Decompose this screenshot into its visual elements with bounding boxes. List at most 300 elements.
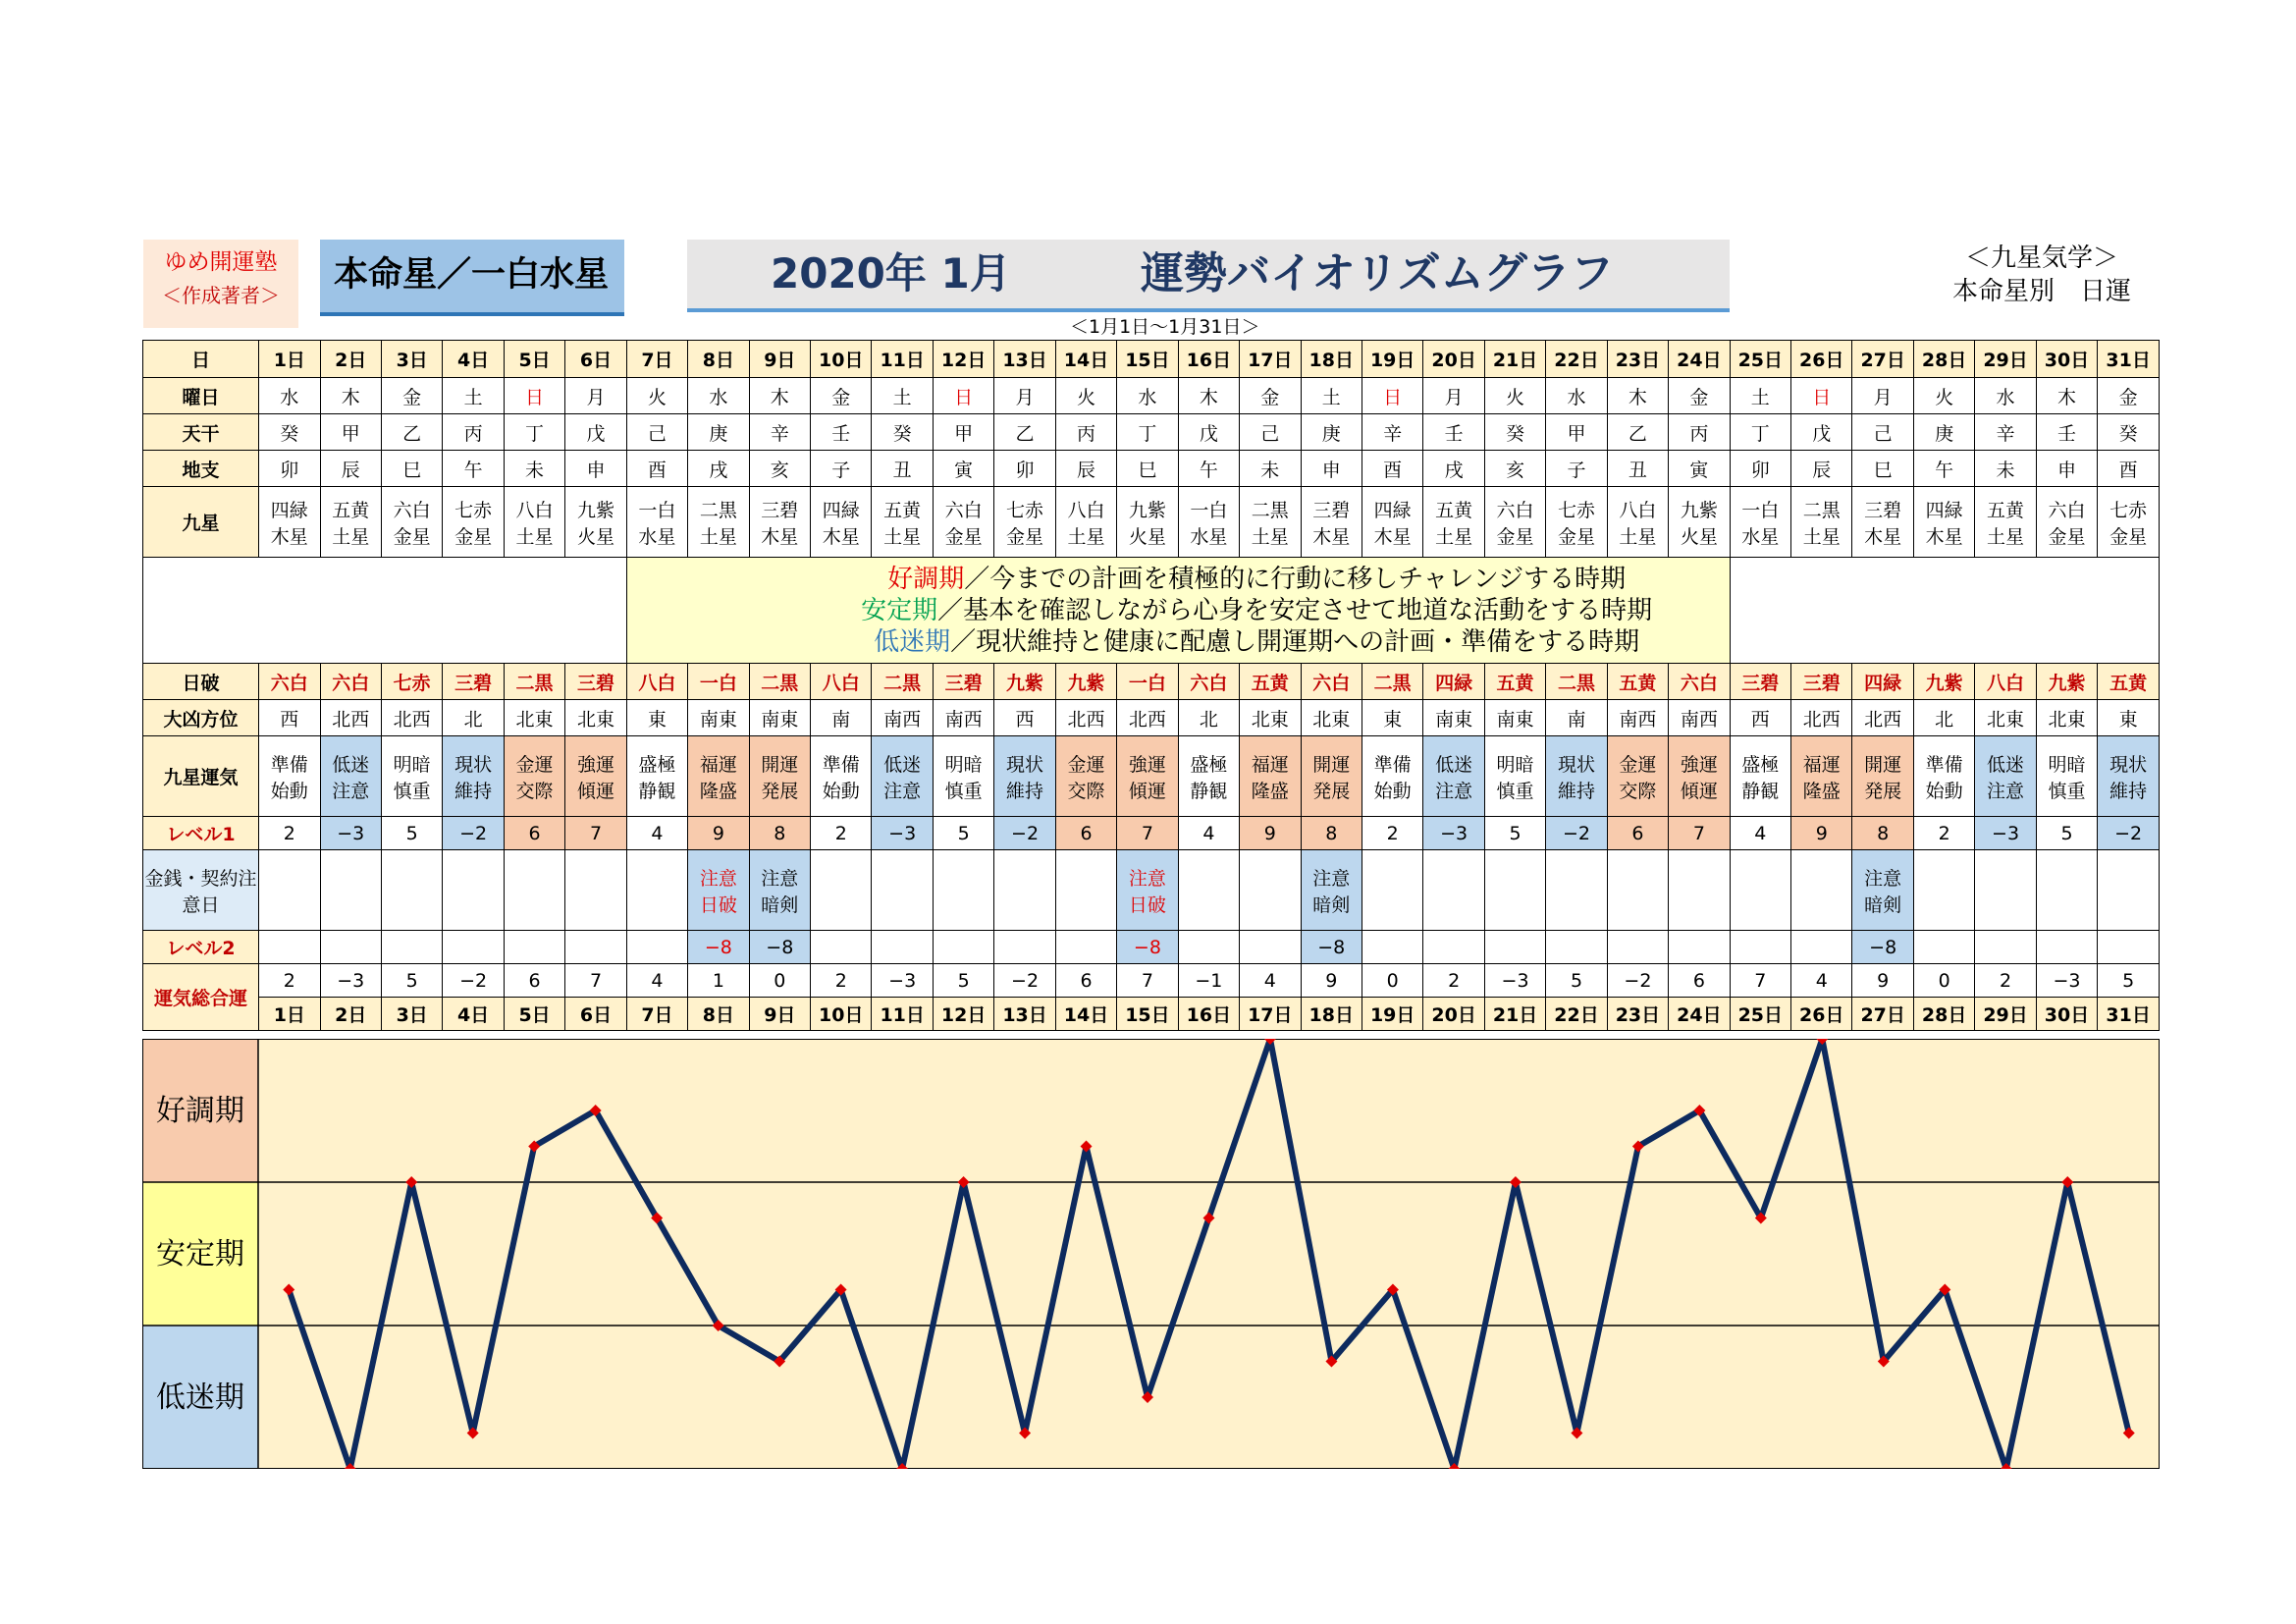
kyusei-cell bbox=[504, 487, 564, 558]
tenkan-cell: 壬 bbox=[2036, 414, 2097, 451]
level1-cell: 6 bbox=[504, 817, 564, 850]
total-cell: 2 bbox=[1975, 964, 2036, 998]
daikyo-cell: 北東 bbox=[1975, 700, 2036, 736]
chishi-cell: 午 bbox=[1178, 451, 1239, 487]
logo-author: ＜作成著者＞ bbox=[162, 284, 280, 307]
unki-cell bbox=[1178, 736, 1239, 817]
daikyo-cell: 南西 bbox=[872, 700, 933, 736]
nippa-cell: 四緑 bbox=[1852, 664, 1913, 700]
day-footer-cell: 11日 bbox=[872, 998, 933, 1031]
unki-cell bbox=[1055, 736, 1116, 817]
kyusei-cell bbox=[1484, 487, 1545, 558]
nippa-cell: 三碧 bbox=[443, 664, 504, 700]
day-header-cell: 12日 bbox=[933, 341, 993, 378]
day-header-cell: 1日 bbox=[259, 341, 320, 378]
daikyo-cell: 北東 bbox=[504, 700, 564, 736]
nippa-cell: 三碧 bbox=[1791, 664, 1852, 700]
chishi-cell: 寅 bbox=[1669, 451, 1730, 487]
unki-line1: 準備 bbox=[822, 753, 860, 776]
kyusei-element: 水星 bbox=[638, 525, 676, 548]
chishi-cell: 丑 bbox=[1607, 451, 1668, 487]
kyusei-element: 木星 bbox=[1864, 525, 1902, 548]
day-footer-cell: 18日 bbox=[1301, 998, 1362, 1031]
unki-cell bbox=[1301, 736, 1362, 817]
unki-line2: 隆盛 bbox=[699, 780, 737, 802]
daikyo-cell: 南西 bbox=[933, 700, 993, 736]
unki-cell bbox=[933, 736, 993, 817]
kyusei-cell bbox=[749, 487, 810, 558]
kyusei-star: 二黒 bbox=[1802, 499, 1841, 521]
unki-cell bbox=[811, 736, 872, 817]
day-header-cell: 9日 bbox=[749, 341, 810, 378]
unki-cell bbox=[688, 736, 749, 817]
nippa-cell: 九紫 bbox=[1055, 664, 1116, 700]
row-label-kyusei: 九星 bbox=[143, 487, 259, 558]
money-note: 暗剣 bbox=[761, 893, 799, 916]
level1-cell: 7 bbox=[565, 817, 626, 850]
unki-line2: 維持 bbox=[2109, 780, 2148, 802]
kyusei-star: 一白 bbox=[1741, 499, 1780, 521]
level2-cell bbox=[320, 931, 381, 964]
unki-cell bbox=[381, 736, 442, 817]
unki-line2: 慎重 bbox=[2048, 780, 2086, 802]
total-cell: 7 bbox=[1117, 964, 1178, 998]
row-label-unki: 九星運気 bbox=[143, 736, 259, 817]
day-footer-cell: 21日 bbox=[1484, 998, 1545, 1031]
total-cell: 2 bbox=[811, 964, 872, 998]
day-footer-cell: 12日 bbox=[933, 998, 993, 1031]
tenkan-cell: 癸 bbox=[872, 414, 933, 451]
weekday-cell: 水 bbox=[1546, 378, 1607, 414]
level2-cell bbox=[872, 931, 933, 964]
row-label-level2: レベル2 bbox=[143, 931, 259, 964]
money-cell bbox=[1055, 850, 1116, 931]
chishi-cell: 未 bbox=[1240, 451, 1301, 487]
daikyo-cell: 北西 bbox=[320, 700, 381, 736]
day-footer-cell: 20日 bbox=[1423, 998, 1484, 1031]
day-header-cell: 14日 bbox=[1055, 341, 1116, 378]
total-cell: 5 bbox=[1546, 964, 1607, 998]
unki-line2: 注意 bbox=[332, 780, 370, 802]
nippa-cell: 一白 bbox=[1117, 664, 1178, 700]
unki-line2: 交際 bbox=[1619, 780, 1657, 802]
daikyo-cell: 南東 bbox=[688, 700, 749, 736]
unki-line1: 金運 bbox=[1067, 753, 1105, 776]
unki-line1: 低迷 bbox=[1435, 753, 1473, 776]
tenkan-cell: 庚 bbox=[1913, 414, 1974, 451]
total-cell: −3 bbox=[320, 964, 381, 998]
level1-cell: 8 bbox=[1852, 817, 1913, 850]
total-cell: 7 bbox=[1730, 964, 1790, 998]
tenkan-cell: 丙 bbox=[443, 414, 504, 451]
level2-cell: −8 bbox=[688, 931, 749, 964]
unki-line2: 始動 bbox=[822, 780, 860, 802]
kusei-line2: 本命星別 日運 bbox=[1951, 277, 2131, 306]
unki-line1: 低迷 bbox=[883, 753, 922, 776]
level2-cell bbox=[1178, 931, 1239, 964]
tenkan-cell: 庚 bbox=[1301, 414, 1362, 451]
kyusei-element: 土星 bbox=[1251, 525, 1289, 548]
unki-line1: 低迷 bbox=[332, 753, 370, 776]
level1-cell: −2 bbox=[994, 817, 1055, 850]
day-header-cell: 7日 bbox=[626, 341, 687, 378]
nippa-cell: 五黄 bbox=[1240, 664, 1301, 700]
kyusei-cell bbox=[1607, 487, 1668, 558]
level2-cell bbox=[1730, 931, 1790, 964]
kyusei-cell bbox=[1913, 487, 1974, 558]
day-footer-cell: 14日 bbox=[1055, 998, 1116, 1031]
money-note: 日破 bbox=[1128, 893, 1166, 916]
money-cell bbox=[565, 850, 626, 931]
kyusei-cell bbox=[688, 487, 749, 558]
unki-cell bbox=[1484, 736, 1545, 817]
row-label-total: 運気総合運 bbox=[143, 964, 259, 1031]
tenkan-cell: 癸 bbox=[259, 414, 320, 451]
unki-line2: 静観 bbox=[638, 780, 676, 802]
logo bbox=[143, 240, 298, 328]
kyusei-cell bbox=[1240, 487, 1301, 558]
money-note: 日破 bbox=[699, 893, 737, 916]
level1-cell: 2 bbox=[1913, 817, 1974, 850]
unki-line2: 交際 bbox=[515, 780, 554, 802]
unki-cell bbox=[1669, 736, 1730, 817]
kyusei-star: 一白 bbox=[1190, 499, 1228, 521]
level2-cell bbox=[1546, 931, 1607, 964]
day-header-cell: 3日 bbox=[381, 341, 442, 378]
kyusei-cell bbox=[1301, 487, 1362, 558]
kyusei-element: 木星 bbox=[822, 525, 860, 548]
weekday-cell: 日 bbox=[504, 378, 564, 414]
kyusei-star: 六白 bbox=[944, 499, 983, 521]
kyusei-element: 木星 bbox=[1312, 525, 1351, 548]
level1-cell: 5 bbox=[381, 817, 442, 850]
money-cell bbox=[1178, 850, 1239, 931]
level1-cell: 9 bbox=[1240, 817, 1301, 850]
tenkan-cell: 庚 bbox=[688, 414, 749, 451]
nippa-cell: 四緑 bbox=[1423, 664, 1484, 700]
daikyo-cell: 北東 bbox=[1240, 700, 1301, 736]
level1-cell: 8 bbox=[749, 817, 810, 850]
level2-cell: −8 bbox=[1117, 931, 1178, 964]
kyusei-star: 五黄 bbox=[1435, 499, 1473, 521]
level2-cell bbox=[1669, 931, 1730, 964]
nippa-cell: 八白 bbox=[626, 664, 687, 700]
kyusei-cell bbox=[565, 487, 626, 558]
chishi-cell: 辰 bbox=[1791, 451, 1852, 487]
daikyo-cell: 北西 bbox=[1791, 700, 1852, 736]
tenkan-cell: 辛 bbox=[1362, 414, 1422, 451]
nippa-cell: 九紫 bbox=[2036, 664, 2097, 700]
weekday-cell: 土 bbox=[443, 378, 504, 414]
legend-blank-right bbox=[1730, 558, 2159, 664]
kyusei-element: 土星 bbox=[883, 525, 922, 548]
level1-cell: 8 bbox=[1301, 817, 1362, 850]
daikyo-cell: 西 bbox=[1730, 700, 1790, 736]
zone-text-low: 低迷期 bbox=[156, 1380, 244, 1415]
nippa-cell: 三碧 bbox=[933, 664, 993, 700]
kyusei-star: 一白 bbox=[638, 499, 676, 521]
kyusei-cell bbox=[811, 487, 872, 558]
nippa-cell: 二黒 bbox=[1362, 664, 1422, 700]
legend-good bbox=[627, 564, 1730, 595]
legend-stable-term: 安定期 bbox=[861, 595, 938, 625]
money-cell bbox=[320, 850, 381, 931]
legend-good-text: ／今までの計画を積極的に行動に移しチャレンジする時期 bbox=[964, 564, 1627, 594]
kyusei-star: 八白 bbox=[515, 499, 554, 521]
kyusei-star: 五黄 bbox=[1987, 499, 2025, 521]
money-cell bbox=[1362, 850, 1422, 931]
level2-cell bbox=[626, 931, 687, 964]
chishi-cell: 卯 bbox=[994, 451, 1055, 487]
kyusei-star: 二黒 bbox=[1251, 499, 1289, 521]
unki-line1: 強運 bbox=[576, 753, 614, 776]
unki-cell bbox=[2098, 736, 2160, 817]
day-footer-cell: 26日 bbox=[1791, 998, 1852, 1031]
unki-line2: 発展 bbox=[761, 780, 799, 802]
money-cell bbox=[443, 850, 504, 931]
money-cell bbox=[1423, 850, 1484, 931]
chishi-cell: 巳 bbox=[381, 451, 442, 487]
row-label-daikyo: 大凶方位 bbox=[143, 700, 259, 736]
unki-line1: 金運 bbox=[515, 753, 554, 776]
tenkan-cell: 丁 bbox=[1730, 414, 1790, 451]
unki-cell bbox=[1975, 736, 2036, 817]
level2-cell bbox=[933, 931, 993, 964]
money-cell bbox=[1240, 850, 1301, 931]
money-note: 注意 bbox=[1312, 867, 1351, 890]
unki-line2: 傾運 bbox=[576, 780, 614, 802]
daikyo-cell: 北東 bbox=[2036, 700, 2097, 736]
kyusei-cell bbox=[1975, 487, 2036, 558]
unki-cell bbox=[1852, 736, 1913, 817]
day-footer-cell: 3日 bbox=[381, 998, 442, 1031]
chishi-cell: 酉 bbox=[626, 451, 687, 487]
level1-cell: −3 bbox=[320, 817, 381, 850]
money-cell bbox=[749, 850, 810, 931]
daikyo-cell: 南西 bbox=[1607, 700, 1668, 736]
weekday-cell: 土 bbox=[872, 378, 933, 414]
day-footer-cell: 24日 bbox=[1669, 998, 1730, 1031]
tenkan-cell: 己 bbox=[1852, 414, 1913, 451]
kyusei-cell bbox=[1117, 487, 1178, 558]
day-footer-cell: 19日 bbox=[1362, 998, 1422, 1031]
chishi-cell: 卯 bbox=[1730, 451, 1790, 487]
level1-cell: −2 bbox=[443, 817, 504, 850]
day-footer-cell: 27日 bbox=[1852, 998, 1913, 1031]
day-header-cell: 25日 bbox=[1730, 341, 1790, 378]
level1-cell: 2 bbox=[259, 817, 320, 850]
nippa-cell: 六白 bbox=[1669, 664, 1730, 700]
chishi-cell: 辰 bbox=[1055, 451, 1116, 487]
level2-cell bbox=[381, 931, 442, 964]
daikyo-cell: 北西 bbox=[381, 700, 442, 736]
honmei-label: 本命星／一白水星 bbox=[320, 240, 624, 316]
total-cell: 4 bbox=[626, 964, 687, 998]
day-header-cell: 26日 bbox=[1791, 341, 1852, 378]
day-footer-cell: 13日 bbox=[994, 998, 1055, 1031]
money-cell bbox=[994, 850, 1055, 931]
unki-line2: 注意 bbox=[1987, 780, 2025, 802]
day-header-cell: 28日 bbox=[1913, 341, 1974, 378]
day-header-cell: 2日 bbox=[320, 341, 381, 378]
money-note: 注意 bbox=[761, 867, 799, 890]
day-header-cell: 13日 bbox=[994, 341, 1055, 378]
kyusei-cell bbox=[933, 487, 993, 558]
kyusei-cell bbox=[1791, 487, 1852, 558]
nippa-cell: 五黄 bbox=[1484, 664, 1545, 700]
daikyo-cell: 西 bbox=[994, 700, 1055, 736]
weekday-cell: 水 bbox=[259, 378, 320, 414]
kyusei-cell bbox=[1669, 487, 1730, 558]
kyusei-star: 四緑 bbox=[270, 499, 308, 521]
level1-cell: 4 bbox=[1178, 817, 1239, 850]
kyusei-element: 金星 bbox=[393, 525, 431, 548]
zone-text-stable: 安定期 bbox=[156, 1237, 244, 1272]
level2-cell bbox=[1423, 931, 1484, 964]
money-note: 暗剣 bbox=[1312, 893, 1351, 916]
weekday-cell: 日 bbox=[1791, 378, 1852, 414]
level1-cell: −2 bbox=[2098, 817, 2160, 850]
tenkan-cell: 甲 bbox=[1546, 414, 1607, 451]
weekday-cell: 金 bbox=[1669, 378, 1730, 414]
tenkan-cell: 甲 bbox=[933, 414, 993, 451]
day-footer-cell: 22日 bbox=[1546, 998, 1607, 1031]
unki-line2: 維持 bbox=[1557, 780, 1595, 802]
row-label-level1: レベル1 bbox=[143, 817, 259, 850]
tenkan-cell: 戊 bbox=[1178, 414, 1239, 451]
kyusei-element: 金星 bbox=[944, 525, 983, 548]
unki-cell bbox=[1240, 736, 1301, 817]
nippa-cell: 五黄 bbox=[1607, 664, 1668, 700]
tenkan-cell: 乙 bbox=[1607, 414, 1668, 451]
level2-cell bbox=[565, 931, 626, 964]
chishi-cell: 午 bbox=[1913, 451, 1974, 487]
tenkan-cell: 丙 bbox=[1669, 414, 1730, 451]
nippa-cell: 三碧 bbox=[1730, 664, 1790, 700]
total-cell: 9 bbox=[1301, 964, 1362, 998]
level2-cell bbox=[811, 931, 872, 964]
unki-cell bbox=[1546, 736, 1607, 817]
kyusei-element: 金星 bbox=[1496, 525, 1534, 548]
weekday-cell: 水 bbox=[1975, 378, 2036, 414]
day-header-cell: 20日 bbox=[1423, 341, 1484, 378]
day-header-cell: 24日 bbox=[1669, 341, 1730, 378]
day-header-cell: 4日 bbox=[443, 341, 504, 378]
level1-cell: 7 bbox=[1117, 817, 1178, 850]
day-footer-cell: 23日 bbox=[1607, 998, 1668, 1031]
money-cell bbox=[504, 850, 564, 931]
level2-cell bbox=[2098, 931, 2160, 964]
chishi-cell: 未 bbox=[1975, 451, 2036, 487]
kyusei-element: 火星 bbox=[576, 525, 614, 548]
unki-cell bbox=[1423, 736, 1484, 817]
nippa-cell: 二黒 bbox=[504, 664, 564, 700]
kyusei-star: 四緑 bbox=[1925, 499, 1963, 521]
tenkan-cell: 辛 bbox=[749, 414, 810, 451]
chishi-cell: 申 bbox=[1301, 451, 1362, 487]
level2-cell bbox=[1362, 931, 1422, 964]
weekday-cell: 水 bbox=[1117, 378, 1178, 414]
nippa-cell: 九紫 bbox=[994, 664, 1055, 700]
day-header-cell: 31日 bbox=[2098, 341, 2160, 378]
weekday-cell: 月 bbox=[1423, 378, 1484, 414]
day-footer-cell: 2日 bbox=[320, 998, 381, 1031]
unki-line2: 傾運 bbox=[1680, 780, 1718, 802]
kyusei-cell bbox=[320, 487, 381, 558]
kyusei-cell bbox=[626, 487, 687, 558]
unki-line2: 静観 bbox=[1741, 780, 1780, 802]
chishi-cell: 戌 bbox=[688, 451, 749, 487]
unki-cell bbox=[565, 736, 626, 817]
unki-cell bbox=[1362, 736, 1422, 817]
tenkan-cell: 丙 bbox=[1055, 414, 1116, 451]
level1-cell: 5 bbox=[933, 817, 993, 850]
daikyo-cell: 北西 bbox=[1852, 700, 1913, 736]
unki-cell bbox=[1607, 736, 1668, 817]
daikyo-cell: 南東 bbox=[749, 700, 810, 736]
kyusei-star: 六白 bbox=[393, 499, 431, 521]
level1-cell: 7 bbox=[1669, 817, 1730, 850]
total-cell: 0 bbox=[749, 964, 810, 998]
level2-cell bbox=[259, 931, 320, 964]
kyusei-cell bbox=[2036, 487, 2097, 558]
tenkan-cell: 己 bbox=[1240, 414, 1301, 451]
day-header-cell: 11日 bbox=[872, 341, 933, 378]
money-cell bbox=[1301, 850, 1362, 931]
kyusei-element: 土星 bbox=[1802, 525, 1841, 548]
total-cell: 1 bbox=[688, 964, 749, 998]
kyusei-star: 六白 bbox=[2048, 499, 2086, 521]
nippa-cell: 二黒 bbox=[872, 664, 933, 700]
kyusei-element: 水星 bbox=[1190, 525, 1228, 548]
level2-cell bbox=[1607, 931, 1668, 964]
chishi-cell: 亥 bbox=[1484, 451, 1545, 487]
unki-line1: 明暗 bbox=[393, 753, 431, 776]
row-label-chishi: 地支 bbox=[143, 451, 259, 487]
tenkan-cell: 乙 bbox=[994, 414, 1055, 451]
page-title: 運勢バイオリズムグラフ bbox=[1141, 248, 1614, 298]
level1-cell: 6 bbox=[1055, 817, 1116, 850]
total-cell: −2 bbox=[1607, 964, 1668, 998]
money-cell bbox=[626, 850, 687, 931]
row-label-weekday: 曜日 bbox=[143, 378, 259, 414]
kyusei-cell bbox=[1055, 487, 1116, 558]
money-cell bbox=[1484, 850, 1545, 931]
chishi-cell: 子 bbox=[1546, 451, 1607, 487]
weekday-cell: 火 bbox=[1913, 378, 1974, 414]
kyusei-cell bbox=[1730, 487, 1790, 558]
unki-line2: 隆盛 bbox=[1251, 780, 1289, 802]
kyusei-element: 金星 bbox=[1006, 525, 1044, 548]
money-cell bbox=[1669, 850, 1730, 931]
money-cell bbox=[259, 850, 320, 931]
tenkan-cell: 丁 bbox=[1117, 414, 1178, 451]
kyusei-star: 七赤 bbox=[454, 499, 493, 521]
legend-low-term: 低迷期 bbox=[874, 626, 951, 657]
unki-line2: 注意 bbox=[883, 780, 922, 802]
unki-cell bbox=[2036, 736, 2097, 817]
kyusei-star: 七赤 bbox=[1006, 499, 1044, 521]
unki-cell bbox=[259, 736, 320, 817]
unki-cell bbox=[1791, 736, 1852, 817]
weekday-cell: 火 bbox=[626, 378, 687, 414]
kyusei-element: 土星 bbox=[699, 525, 737, 548]
total-cell: 2 bbox=[1423, 964, 1484, 998]
weekday-cell: 火 bbox=[1055, 378, 1116, 414]
chishi-cell: 未 bbox=[504, 451, 564, 487]
weekday-cell: 土 bbox=[1730, 378, 1790, 414]
unki-line1: 福運 bbox=[699, 753, 737, 776]
